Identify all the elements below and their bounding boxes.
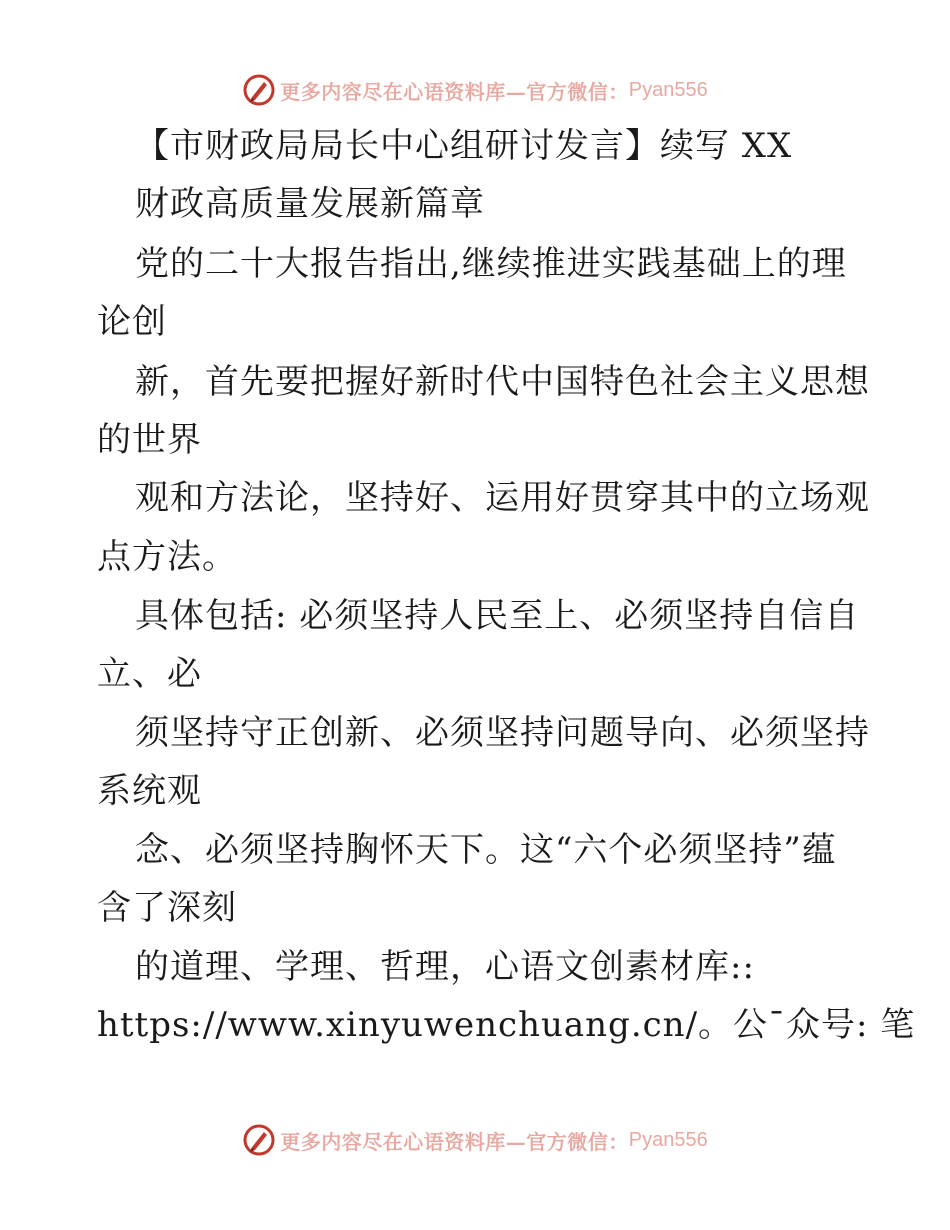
watermark-account: Pyan556	[628, 78, 708, 101]
paragraph-line: 的世界	[97, 420, 202, 460]
paragraph-line: https://www.xinyuwenchuang.cn/。公¯众号: 笔	[97, 1005, 916, 1045]
paragraph-line: 念、必须坚持胸怀天下。这“六个必须坚持”蕴	[135, 830, 837, 870]
paragraph-line: 具体包括: 必须坚持人民至上、必须坚持自信自	[135, 596, 860, 636]
paragraph-line: 的道理、学理、哲理，心语文创素材库::	[135, 947, 755, 987]
paragraph-line: 系统观	[97, 771, 202, 811]
watermark-text: 更多内容尽在心语资料库—官方微信：	[280, 79, 629, 104]
paragraph-line: 含了深刻	[97, 888, 237, 928]
footer-watermark	[0, 1120, 950, 1160]
header-watermark	[0, 70, 950, 110]
document-title-line-2: 财政高质量发展新篇章	[135, 184, 485, 224]
paragraph-line: 观和方法论，坚持好、运用好贯穿其中的立场观	[135, 478, 870, 518]
paragraph-line: 点方法。	[97, 537, 237, 577]
paragraph-line: 立、必	[97, 654, 202, 694]
watermark-text: 更多内容尽在心语资料库—官方微信：	[280, 1129, 629, 1154]
pen-logo-icon	[242, 1123, 276, 1157]
paragraph-line: 须坚持守正创新、必须坚持问题导向、必须坚持	[135, 713, 870, 753]
paragraph-line: 论创	[97, 302, 167, 342]
watermark-account: Pyan556	[628, 1128, 708, 1151]
pen-logo-icon	[242, 73, 276, 107]
paragraph-line: 党的二十大报告指出,继续推进实践基础上的理	[135, 244, 847, 284]
document-title-line-1: 【市财政局局长中心组研讨发言】续写 XX	[135, 126, 793, 166]
paragraph-line: 新，首先要把握好新时代中国特色社会主义思想	[135, 362, 870, 402]
